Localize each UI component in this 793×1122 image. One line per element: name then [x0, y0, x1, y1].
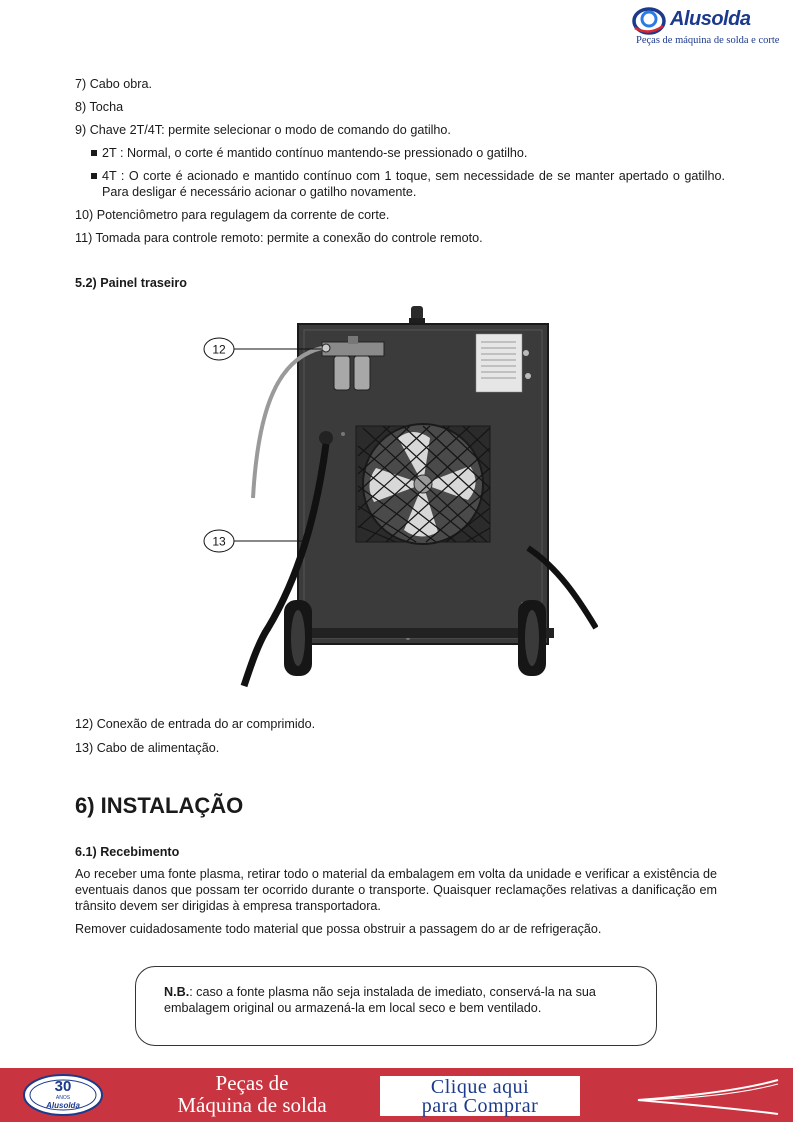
sub-item-4t [75, 168, 725, 200]
bullet-icon [91, 150, 97, 156]
paragraph: Ao receber uma fonte plasma, retirar todo o material da embalagem em volta da unidade e verificar a existência de eventuais danos que possam ter ocorrido durante o transporte. Quaisquer reclamações relativas a danificação em trânsito devem ser dirigidas à empresa transportadora. [75, 867, 717, 913]
banner-line-1: Peças de [215, 1071, 289, 1095]
badge-number: 30 [54, 1078, 72, 1095]
alusolda-logo-icon [632, 6, 668, 36]
item-list [75, 76, 725, 253]
note-text: : caso a fonte plasma não seja instalada de imediato, conservá-la na sua embalagem original ou armazená-la em local seco e bem ventilado. [164, 985, 596, 1015]
brand-name: Alusolda [670, 8, 751, 30]
note-box [135, 966, 657, 1046]
badge-sub: ANOS [55, 1095, 71, 1101]
list-item: 9) Chave 2T/4T: permite selecionar o modo de comando do gatilho. [75, 123, 451, 137]
paragraph: Remover cuidadosamente todo material que possa obstruir a passagem do ar de refrigeração. [75, 922, 602, 936]
sub-item-2t [75, 145, 725, 161]
section-heading-painel-traseiro: 5.2) Painel traseiro [75, 276, 187, 290]
banner-text [136, 1072, 368, 1116]
right-wheel-icon [518, 600, 546, 676]
30-anos-badge [22, 1073, 104, 1117]
arrow-left-icon [632, 1074, 782, 1118]
sub-item-text: 2T : Normal, o corte é mantido contínuo mantendo-se pressionado o gatilho. [102, 146, 528, 160]
buy-button-line-2: para Comprar [421, 1095, 539, 1117]
subsection-heading-recebimento: 6.1) Recebimento [75, 845, 180, 859]
sub-item-text: 4T : O corte é acionado e mantido contínuo com 1 toque, sem necessidade de se manter apertado o gatilho. Para desligar é necessário acionar o gatilho novamente. [102, 169, 725, 199]
callout-label: 12 [212, 342, 226, 357]
section-heading-instalacao: 6) INSTALAÇÃO [75, 793, 244, 818]
list-item: 8) Tocha [75, 100, 124, 114]
left-wheel-icon [284, 600, 312, 676]
callout-label: 13 [212, 534, 226, 549]
caption-12: 12) Conexão de entrada do ar comprimido. [75, 717, 316, 731]
callout-12 [204, 338, 234, 360]
buy-button-line-1: Clique aqui [430, 1076, 530, 1098]
rear-panel-figure [198, 298, 598, 688]
brand-logo [632, 4, 780, 50]
list-item: 10) Potenciômetro para regulagem da corrente de corte. [75, 208, 390, 222]
caption-13: 13) Cabo de alimentação. [75, 741, 220, 755]
buy-button[interactable] [380, 1076, 580, 1116]
list-item: 7) Cabo obra. [75, 77, 153, 91]
list-item: 11) Tomada para controle remoto: permite a conexão do controle remoto. [75, 231, 483, 245]
bullet-icon [91, 173, 97, 179]
callout-13 [204, 530, 234, 552]
note-label: N.B. [164, 985, 190, 999]
banner-line-2: Máquina de solda [177, 1093, 327, 1117]
promo-banner[interactable] [0, 1068, 793, 1122]
brand-tagline: Peças de máquina de solda e corte [636, 35, 780, 46]
figure-captions [75, 716, 315, 764]
badge-brand: Alusolda [46, 1101, 80, 1110]
fan-grill-icon [356, 424, 490, 544]
